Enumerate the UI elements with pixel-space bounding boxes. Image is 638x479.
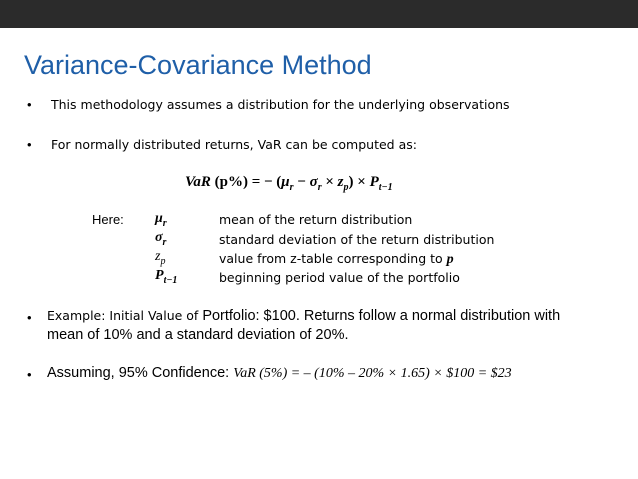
formula-sigma: σ [309,174,318,190]
bullet-text-3-line1: Example: Initial Value of Portfolio: $100. Returns follow a normal distribution with [47,308,561,324]
symbol-z: $z_p$ [155,249,166,267]
desc-sigma: standard deviation of the return distribution [219,232,495,247]
formula-pct: %) [227,174,248,190]
formula-z-sub: p [343,182,349,193]
bullet-text-2: For normally distributed returns, VaR can be computed as: [51,137,417,152]
top-bar [0,0,638,28]
bullet-text-1: This methodology assumes a distribution for the underlying observations [51,97,510,112]
bullet-marker: • [27,367,32,382]
formula-P: P [369,174,379,190]
symbol-mu: $\mu_r$ [155,211,167,229]
symbol-P: $P_{t-1}$ [155,268,178,286]
formula-lhs: VaR [185,174,211,190]
var-formula [185,174,393,193]
formula-minus: − [293,174,310,190]
bullet-text-3-line2: mean of 10% and a standard deviation of 20%. [47,327,349,343]
symbol-sigma: $\sigma_r$ [155,230,167,248]
formula-P-sub: t−1 [378,182,393,193]
desc-P: beginning period value of the portfolio [219,270,460,285]
formula-times: × [321,174,338,190]
bullet-marker: • [27,310,32,325]
desc-mu: mean of the return distribution [219,212,413,227]
formula-z: z [337,174,344,190]
bullet-text-4: Assuming, 95% Confidence: VaR (5%) = – (10% – 20% × 1.65) × $100 = $23 [47,365,512,381]
bullet-marker: • [27,97,32,112]
desc-z: value from z-table corresponding to p [219,251,454,267]
formula-eq: = − ( [247,174,282,190]
bullet-marker: • [27,137,32,152]
formula-mu-sub: r [289,182,294,193]
formula-sigma-sub: r [317,182,322,193]
formula-mu: μ [281,174,290,190]
here-label: Here: [92,212,124,227]
formula-close: ) × [348,174,370,190]
slide-title: Variance-Covariance Method [24,50,372,80]
formula-p: (p [214,174,228,190]
